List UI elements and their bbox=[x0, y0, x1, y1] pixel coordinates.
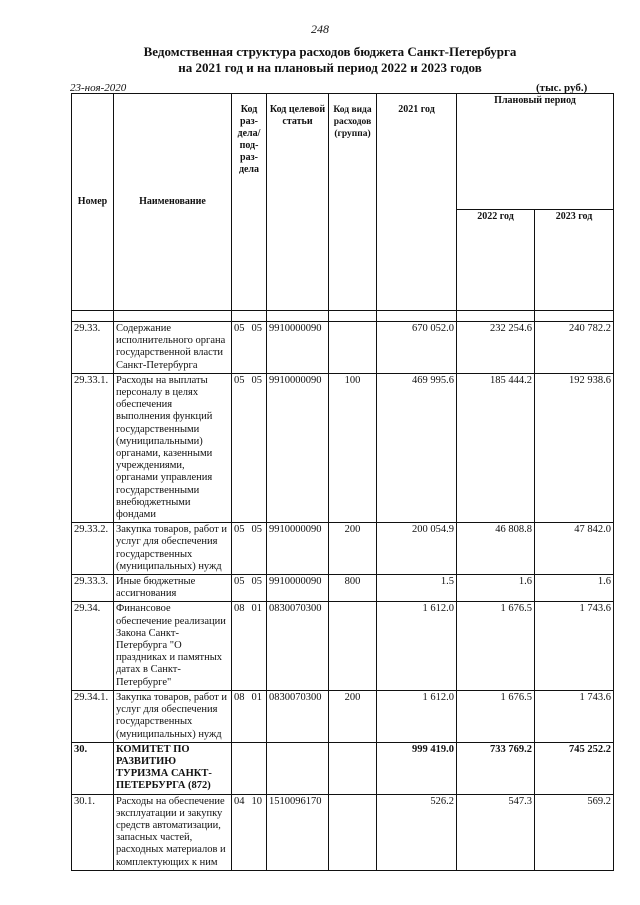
budget-table bbox=[71, 93, 614, 871]
row-section-code bbox=[232, 690, 267, 742]
row-name: Финансовое обеспечение реализации Закона Санкт-Петербурга "О праздниках и памятных датах в Санкт-Петербурге" bbox=[114, 602, 232, 690]
header-planned-period: Плановый период bbox=[457, 94, 614, 210]
row-section-code bbox=[232, 575, 267, 602]
header-2023: 2023 год bbox=[535, 210, 614, 311]
row-amount-2022: 46 808.8 bbox=[457, 523, 535, 575]
row-expense-type bbox=[329, 742, 377, 794]
row-section-code bbox=[232, 742, 267, 794]
row-amount-2023: 240 782.2 bbox=[535, 322, 614, 374]
row-razdel: 05 bbox=[234, 323, 245, 334]
row-number: 30.1. bbox=[72, 794, 114, 870]
row-amount-2022: 1.6 bbox=[457, 575, 535, 602]
row-amount-2022: 185 444.2 bbox=[457, 373, 535, 522]
row-number: 29.33.2. bbox=[72, 523, 114, 575]
row-number: 29.33.3. bbox=[72, 575, 114, 602]
row-amount-2023: 47 842.0 bbox=[535, 523, 614, 575]
title-line-2: на 2021 год и на плановый период 2022 и 2023 годов bbox=[178, 60, 482, 75]
row-number: 29.33.1. bbox=[72, 373, 114, 522]
row-podrazdel: 01 bbox=[251, 603, 262, 615]
row-name: Содержание исполнительного органа государственной власти Санкт-Петербурга bbox=[114, 322, 232, 374]
row-expense-type: 200 bbox=[329, 523, 377, 575]
row-podrazdel: 05 bbox=[251, 524, 262, 536]
row-amount-2022: 733 769.2 bbox=[457, 742, 535, 794]
row-section-code bbox=[232, 322, 267, 374]
row-amount-2021: 1 612.0 bbox=[377, 602, 457, 690]
row-amount-2021: 670 052.0 bbox=[377, 322, 457, 374]
row-section-code bbox=[232, 794, 267, 870]
row-expense-type: 200 bbox=[329, 690, 377, 742]
row-number: 29.34.1. bbox=[72, 690, 114, 742]
row-section-code bbox=[232, 373, 267, 522]
row-section-code bbox=[232, 602, 267, 690]
row-podrazdel: 05 bbox=[251, 374, 262, 386]
header-section: Код раз-дела/ под-раз-дела bbox=[232, 94, 267, 311]
row-name: КОМИТЕТ ПО РАЗВИТИЮ ТУРИЗМА САНКТ-ПЕТЕРБУРГА (872) bbox=[114, 742, 232, 794]
row-target-code: 9910000090 bbox=[267, 373, 329, 522]
row-razdel: 05 bbox=[234, 374, 245, 386]
row-number: 29.34. bbox=[72, 602, 114, 690]
row-target-code: 1510096170 bbox=[267, 794, 329, 870]
row-expense-type bbox=[329, 794, 377, 870]
row-amount-2022: 547.3 bbox=[457, 794, 535, 870]
row-amount-2021: 200 054.9 bbox=[377, 523, 457, 575]
header-target: Код целевой статьи bbox=[267, 94, 329, 311]
row-name: Закупка товаров, работ и услуг для обеспечения государственных (муниципальных) нужд bbox=[114, 523, 232, 575]
header-name: Наименование bbox=[114, 94, 232, 311]
units-label: (тыс. руб.) bbox=[536, 82, 588, 94]
header-number: Номер bbox=[72, 94, 114, 311]
row-amount-2022: 1 676.5 bbox=[457, 690, 535, 742]
document-date: 23-ноя-2020 bbox=[70, 82, 127, 94]
row-amount-2022: 232 254.6 bbox=[457, 322, 535, 374]
row-razdel: 05 bbox=[234, 524, 245, 536]
page-number: 248 bbox=[311, 22, 329, 36]
row-amount-2023: 1 743.6 bbox=[535, 690, 614, 742]
row-number: 29.33. bbox=[72, 322, 114, 374]
row-amount-2023: 569.2 bbox=[535, 794, 614, 870]
header-2022: 2022 год bbox=[457, 210, 535, 311]
row-expense-type bbox=[329, 602, 377, 690]
row-amount-2023: 192 938.6 bbox=[535, 373, 614, 522]
header-expense-type: Код вида расходов (группа) bbox=[329, 94, 377, 311]
document-title bbox=[60, 44, 600, 76]
table-row bbox=[72, 794, 614, 870]
row-podrazdel: 10 bbox=[251, 795, 262, 807]
header-2021: 2021 год bbox=[377, 94, 457, 311]
table-row bbox=[72, 373, 614, 522]
table-row bbox=[72, 742, 614, 794]
row-target-code: 9910000090 bbox=[267, 523, 329, 575]
row-name: Закупка товаров, работ и услуг для обеспечения государственных (муниципальных) нужд bbox=[114, 690, 232, 742]
row-target-code: 9910000090 bbox=[267, 322, 329, 374]
row-expense-type: 800 bbox=[329, 575, 377, 602]
row-target-code: 0830070300 bbox=[267, 602, 329, 690]
row-razdel: 08 bbox=[234, 691, 245, 703]
row-amount-2021: 1.5 bbox=[377, 575, 457, 602]
row-razdel: 08 bbox=[234, 603, 245, 615]
row-razdel: 04 bbox=[234, 795, 245, 807]
row-expense-type: 100 bbox=[329, 373, 377, 522]
row-name: Расходы на выплаты персоналу в целях обеспечения выполнения функций государственными (муниципальными) органами, казенными учреждениями, органами управления государственными внебюджетными фондами bbox=[114, 373, 232, 522]
row-amount-2021: 999 419.0 bbox=[377, 742, 457, 794]
row-amount-2023: 1 743.6 bbox=[535, 602, 614, 690]
row-amount-2021: 1 612.0 bbox=[377, 690, 457, 742]
table-row bbox=[72, 602, 614, 690]
row-target-code: 0830070300 bbox=[267, 690, 329, 742]
row-section-code bbox=[232, 523, 267, 575]
row-target-code: 9910000090 bbox=[267, 575, 329, 602]
row-amount-2021: 469 995.6 bbox=[377, 373, 457, 522]
row-razdel: 05 bbox=[234, 576, 245, 588]
row-number: 30. bbox=[72, 742, 114, 794]
table-row bbox=[72, 575, 614, 602]
row-podrazdel: 01 bbox=[251, 691, 262, 703]
row-podrazdel: 05 bbox=[251, 576, 262, 588]
title-line-1: Ведомственная структура расходов бюджета Санкт-Петербурга bbox=[143, 44, 517, 59]
table-row bbox=[72, 690, 614, 742]
table-row bbox=[72, 523, 614, 575]
row-amount-2023: 745 252.2 bbox=[535, 742, 614, 794]
row-expense-type bbox=[329, 322, 377, 374]
row-amount-2022: 1 676.5 bbox=[457, 602, 535, 690]
row-amount-2021: 526.2 bbox=[377, 794, 457, 870]
row-amount-2023: 1.6 bbox=[535, 575, 614, 602]
row-name: Расходы на обеспечение эксплуатации и закупку средств автоматизации, запасных частей, расходных материалов и комплектующих к ним bbox=[114, 794, 232, 870]
table-body bbox=[72, 322, 614, 871]
row-podrazdel: 05 bbox=[251, 323, 262, 334]
row-target-code bbox=[267, 742, 329, 794]
table-row bbox=[72, 322, 614, 374]
row-name: Иные бюджетные ассигнования bbox=[114, 575, 232, 602]
